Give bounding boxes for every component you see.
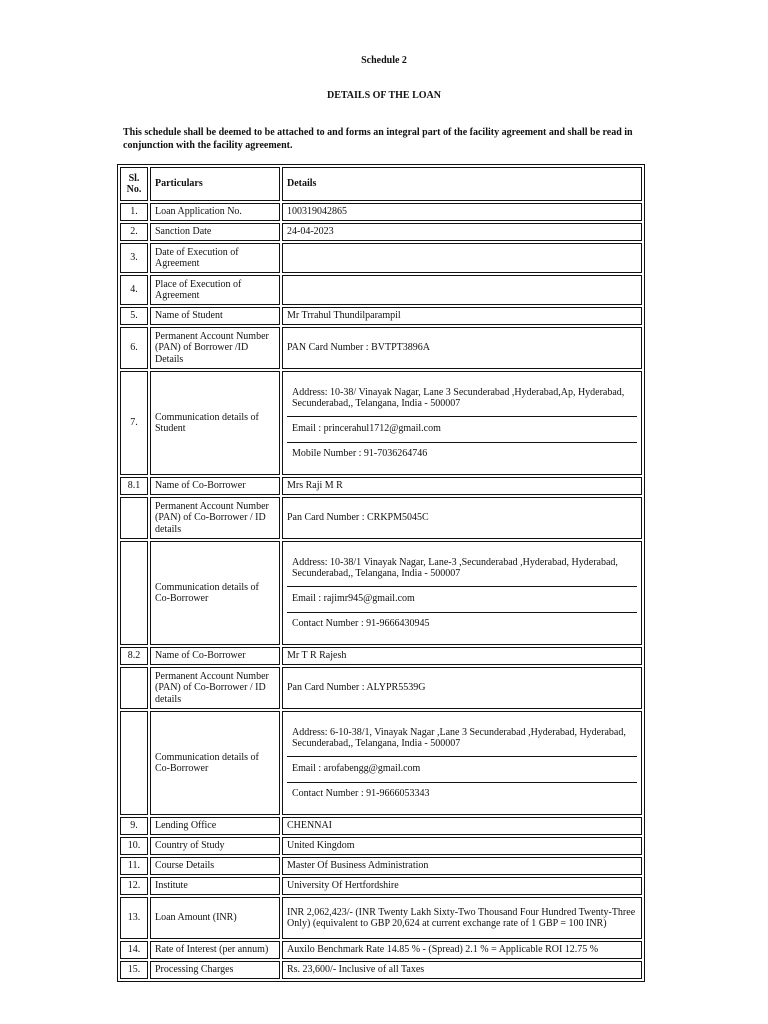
row-detail: 24-04-2023 <box>282 223 642 241</box>
row-particular: Processing Charges <box>150 961 280 979</box>
row-sl-no: 8.2 <box>120 647 148 665</box>
loan-details-table <box>117 164 645 982</box>
row-particular: Name of Co-Borrower <box>150 477 280 495</box>
row-particular: Permanent Account Number (PAN) of Co-Borrower / ID details <box>150 667 280 709</box>
address-text: Address: 6-10-38/1, Vinayak Nagar ,Lane 3 Secunderabad ,Hyderabad, Hyderabad, Secunderabad,, Telangana, India - 500007 <box>287 724 637 757</box>
row-sl-no <box>120 711 148 815</box>
table-row <box>120 477 642 495</box>
email-text: Email : rajimr945@gmail.com <box>287 587 637 614</box>
row-sl-no <box>120 497 148 539</box>
row-sl-no: 12. <box>120 877 148 895</box>
row-sl-no <box>120 541 148 645</box>
contact-number-text: Mobile Number : 91-7036264746 <box>292 448 428 459</box>
row-particular: Name of Co-Borrower <box>150 647 280 665</box>
table-row <box>120 497 642 539</box>
row-sl-no: 6. <box>120 327 148 369</box>
row-particular: Communication details of Student <box>150 371 280 475</box>
row-detail: CHENNAI <box>282 817 642 835</box>
row-sl-no: 3. <box>120 243 148 273</box>
table-row <box>120 243 642 273</box>
table-row <box>120 327 642 369</box>
row-detail: Pan Card Number : CRKPM5045C <box>282 497 642 539</box>
table-header-row <box>120 167 642 201</box>
row-sl-no: 1. <box>120 203 148 221</box>
header-sl-no: Sl. No. <box>120 167 148 201</box>
row-detail: University Of Hertfordshire <box>282 877 642 895</box>
row-detail: Rs. 23,600/- Inclusive of all Taxes <box>282 961 642 979</box>
row-sl-no <box>120 667 148 709</box>
row-particular: Lending Office <box>150 817 280 835</box>
row-detail: Mr T R Rajesh <box>282 647 642 665</box>
row-detail: INR 2,062,423/- (INR Twenty Lakh Sixty-Two Thousand Four Hundred Twenty-Three Only) (equivalent to GBP 20,624 at current exchange rate of 1 GBP = 100 INR) <box>282 897 642 939</box>
table-row <box>120 647 642 665</box>
row-detail: Mr Trrahul Thundilparampil <box>282 307 642 325</box>
row-communication-details <box>282 371 642 475</box>
row-detail: Master Of Business Administration <box>282 857 642 875</box>
row-sl-no: 4. <box>120 275 148 305</box>
address-text: Address: 10-38/1 Vinayak Nagar, Lane-3 ,Secunderabad ,Hyderabad, Hyderabad, Secunderabad,, Telangana, India - 500007 <box>287 554 637 587</box>
table-row <box>120 203 642 221</box>
contact-number-text: Contact Number : 91-9666430945 <box>292 618 430 629</box>
table-row <box>120 817 642 835</box>
table-row <box>120 837 642 855</box>
row-sl-no: 14. <box>120 941 148 959</box>
row-particular: Permanent Account Number (PAN) of Borrower /ID Details <box>150 327 280 369</box>
row-detail <box>282 275 642 305</box>
row-particular: Rate of Interest (per annum) <box>150 941 280 959</box>
table-row <box>120 275 642 305</box>
row-particular: Date of Execution of Agreement <box>150 243 280 273</box>
table-row <box>120 223 642 241</box>
document-title: DETAILS OF THE LOAN <box>326 90 441 101</box>
row-particular: Place of Execution of Agreement <box>150 275 280 305</box>
table-row <box>120 941 642 959</box>
table-row <box>120 371 642 475</box>
header-particulars: Particulars <box>150 167 280 201</box>
address-text: Address: 10-38/ Vinayak Nagar, Lane 3 Secunderabad ,Hyderabad,Ap, Hyderabad, Secunderabad,, Telangana, India - 500007 <box>287 384 637 417</box>
row-detail: 100319042865 <box>282 203 642 221</box>
table-row <box>120 307 642 325</box>
row-detail: Auxilo Benchmark Rate 14.85 % - (Spread) 2.1 % = Applicable ROI 12.75 % <box>282 941 642 959</box>
contact-number-text: Contact Number : 91-9666053343 <box>292 788 430 799</box>
row-sl-no: 15. <box>120 961 148 979</box>
table-row <box>120 541 642 645</box>
row-particular: Country of Study <box>150 837 280 855</box>
row-detail <box>282 243 642 273</box>
row-sl-no: 5. <box>120 307 148 325</box>
row-detail: Pan Card Number : ALYPR5539G <box>282 667 642 709</box>
row-particular: Course Details <box>150 857 280 875</box>
row-particular: Communication details of Co-Borrower <box>150 541 280 645</box>
row-detail: United Kingdom <box>282 837 642 855</box>
table-row <box>120 857 642 875</box>
row-communication-details <box>282 541 642 645</box>
table-row <box>120 877 642 895</box>
row-particular: Communication details of Co-Borrower <box>150 711 280 815</box>
email-text: Email : princerahul1712@gmail.com <box>287 417 637 444</box>
row-sl-no: 13. <box>120 897 148 939</box>
row-particular: Sanction Date <box>150 223 280 241</box>
row-particular: Name of Student <box>150 307 280 325</box>
row-sl-no: 2. <box>120 223 148 241</box>
row-sl-no: 8.1 <box>120 477 148 495</box>
row-particular: Loan Application No. <box>150 203 280 221</box>
table-row <box>120 897 642 939</box>
schedule-heading: Schedule 2 <box>361 55 407 66</box>
row-communication-details <box>282 711 642 815</box>
table-row <box>120 961 642 979</box>
row-detail: Mrs Raji M R <box>282 477 642 495</box>
intro-paragraph: This schedule shall be deemed to be attached to and forms an integral part of the facility agreement and shall be read in conjunction with the facility agreement. <box>123 127 633 151</box>
row-sl-no: 9. <box>120 817 148 835</box>
row-particular: Permanent Account Number (PAN) of Co-Borrower / ID details <box>150 497 280 539</box>
header-details: Details <box>282 167 642 201</box>
table-row <box>120 667 642 709</box>
row-sl-no: 10. <box>120 837 148 855</box>
table-row <box>120 711 642 815</box>
row-detail: PAN Card Number : BVTPT3896A <box>282 327 642 369</box>
row-particular: Loan Amount (INR) <box>150 897 280 939</box>
row-sl-no: 11. <box>120 857 148 875</box>
row-sl-no: 7. <box>120 371 148 475</box>
row-particular: Institute <box>150 877 280 895</box>
email-text: Email : arofabengg@gmail.com <box>287 757 637 784</box>
